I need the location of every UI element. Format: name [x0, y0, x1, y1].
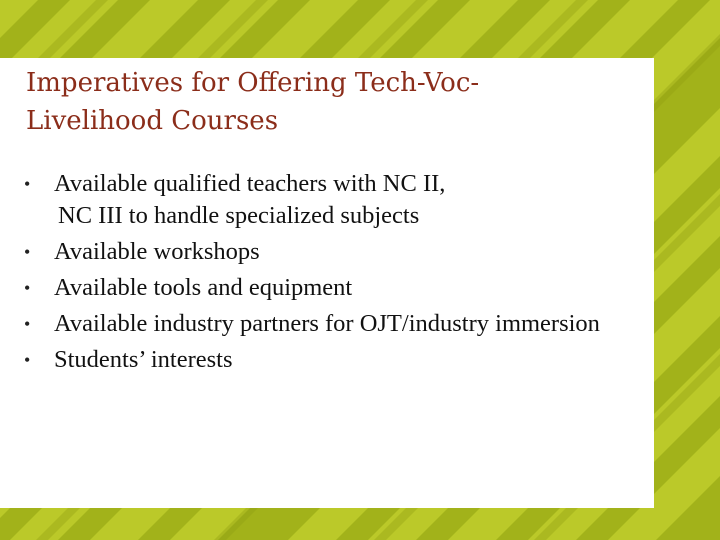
bullet-icon: • — [24, 314, 31, 334]
bullet-item-workshops — [24, 236, 624, 268]
bullet-text: Available industry partners for OJT/industry immersion — [54, 310, 600, 337]
bullet-text-line-1: Available qualified teachers with NC II, — [54, 170, 446, 197]
bullet-icon: • — [24, 242, 31, 262]
slide-title: Imperatives for Offering Tech-Voc-Livelihood Courses — [26, 68, 480, 136]
bullet-item-student-interests — [24, 344, 624, 376]
bullet-text: Students’ interests — [54, 346, 233, 373]
bullet-text-line-2: NC III to handle specialized subjects — [58, 202, 420, 229]
bullet-item-qualified-teachers — [24, 168, 624, 232]
bullet-icon: • — [24, 174, 31, 194]
bullet-list — [24, 168, 624, 380]
bullet-text: Available workshops — [54, 238, 260, 265]
bullet-icon: • — [24, 350, 31, 370]
bullet-item-tools-equipment — [24, 272, 624, 304]
bullet-text: Available tools and equipment — [54, 274, 353, 301]
bullet-icon: • — [24, 278, 31, 298]
bullet-item-industry-partners — [24, 308, 624, 340]
